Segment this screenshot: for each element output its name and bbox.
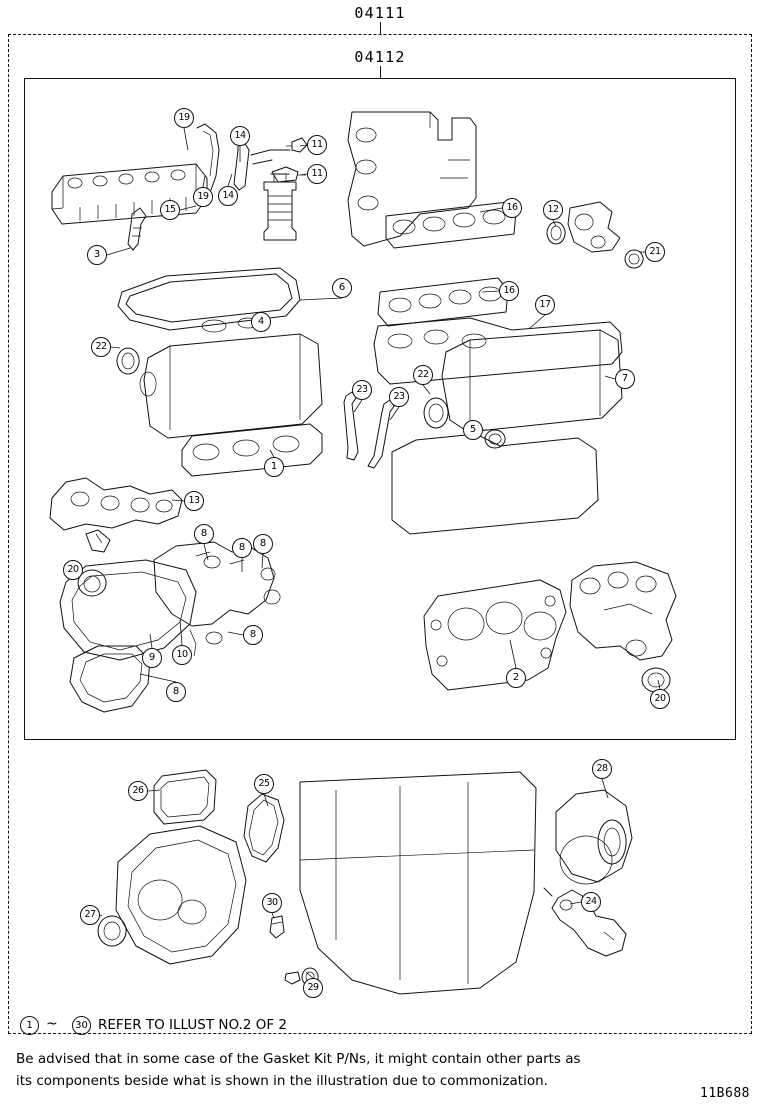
ref-text: REFER TO ILLUST NO.2 OF 2 <box>98 1017 287 1033</box>
part-gasket-16-mid <box>378 278 508 326</box>
callout-28: 28 <box>592 759 612 779</box>
callout-16: 16 <box>502 198 522 218</box>
callout-17: 17 <box>535 295 555 315</box>
part-lower-case-right <box>392 434 598 534</box>
callout-19: 19 <box>193 187 213 207</box>
callout-23: 23 <box>352 380 372 400</box>
callout-8: 8 <box>194 524 214 544</box>
callout-29: 29 <box>303 978 323 998</box>
part-valve-cover-gasket-6 <box>118 268 300 332</box>
callout-27: 27 <box>80 905 100 925</box>
callout-15: 15 <box>160 200 180 220</box>
part-heat-insulator-lower-8 <box>70 646 150 712</box>
part-injector-nozzle <box>128 208 146 250</box>
reference-note <box>16 1014 746 1040</box>
ref-callout-first: 1 <box>20 1016 39 1035</box>
part-number-label-04112: 04112 <box>354 48 406 66</box>
part-plug-30 <box>270 916 284 938</box>
callout-6: 6 <box>332 278 352 298</box>
diagram-footer <box>16 1014 746 1092</box>
callout-9: 9 <box>142 648 162 668</box>
ref-tilde: ~ <box>46 1016 58 1032</box>
part-cylinder-head-upper <box>348 112 476 246</box>
callout-22: 22 <box>413 365 433 385</box>
part-head-cover-17 <box>374 318 622 384</box>
callout-25: 25 <box>254 774 274 794</box>
callout-3: 3 <box>87 245 107 265</box>
callout-20: 20 <box>63 560 83 580</box>
part-camshaft-rail <box>52 164 207 224</box>
callout-11: 11 <box>307 164 327 184</box>
part-seal-20-left <box>78 570 106 596</box>
part-cylinder-block-right <box>442 330 622 432</box>
part-head-gasket-2 <box>424 580 566 690</box>
callout-20: 20 <box>650 689 670 709</box>
callout-30: 30 <box>262 893 282 913</box>
callout-5: 5 <box>463 420 483 440</box>
document-id: 11B688 <box>700 1086 750 1101</box>
callout-24: 24 <box>581 892 601 912</box>
part-head-gasket-1 <box>182 424 322 476</box>
callout-8: 8 <box>232 538 252 558</box>
part-sensor-11 <box>272 138 307 182</box>
part-number-label-04111: 04111 <box>354 4 406 22</box>
callout-7: 7 <box>615 369 635 389</box>
part-intake-manifold-13 <box>50 478 182 552</box>
callout-2: 2 <box>506 668 526 688</box>
callout-14: 14 <box>218 186 238 206</box>
callout-22: 22 <box>91 337 111 357</box>
footer-note-line-1: Be advised that in some case of the Gasket Kit P/Ns, it might contain other parts as <box>16 1051 581 1067</box>
part-seal-20-right <box>642 668 670 692</box>
callout-8: 8 <box>243 625 263 645</box>
callout-11: 11 <box>307 135 327 155</box>
callout-1: 1 <box>264 457 284 477</box>
callout-13: 13 <box>184 491 204 511</box>
part-timing-cover <box>116 826 246 964</box>
part-fuel-filter-canister <box>264 174 296 240</box>
part-seal-27 <box>98 916 126 946</box>
callout-14: 14 <box>230 126 250 146</box>
callout-19: 19 <box>174 108 194 128</box>
callout-8: 8 <box>253 534 273 554</box>
part-engine-block-lower <box>300 772 536 994</box>
callout-21: 21 <box>645 242 665 262</box>
callout-4: 4 <box>251 312 271 332</box>
part-gasket-25 <box>244 794 284 862</box>
callout-23: 23 <box>389 387 409 407</box>
footer-note-line-2: its components beside what is shown in the illustration due to commonization. <box>16 1073 548 1089</box>
part-gasket-26 <box>154 770 216 824</box>
callout-12: 12 <box>543 200 563 220</box>
part-water-outlet-housing <box>568 202 643 268</box>
callout-10: 10 <box>172 645 192 665</box>
callout-8: 8 <box>166 682 186 702</box>
ref-callout-last: 30 <box>72 1016 91 1035</box>
part-seal-22-5 <box>117 348 505 448</box>
callout-16: 16 <box>499 281 519 301</box>
part-bolt-23 <box>344 392 394 468</box>
part-cylinder-block-left <box>140 334 322 438</box>
callout-26: 26 <box>128 781 148 801</box>
part-rear-seal-retainer-28 <box>556 790 632 884</box>
part-exhaust-manifold-right <box>570 562 676 660</box>
